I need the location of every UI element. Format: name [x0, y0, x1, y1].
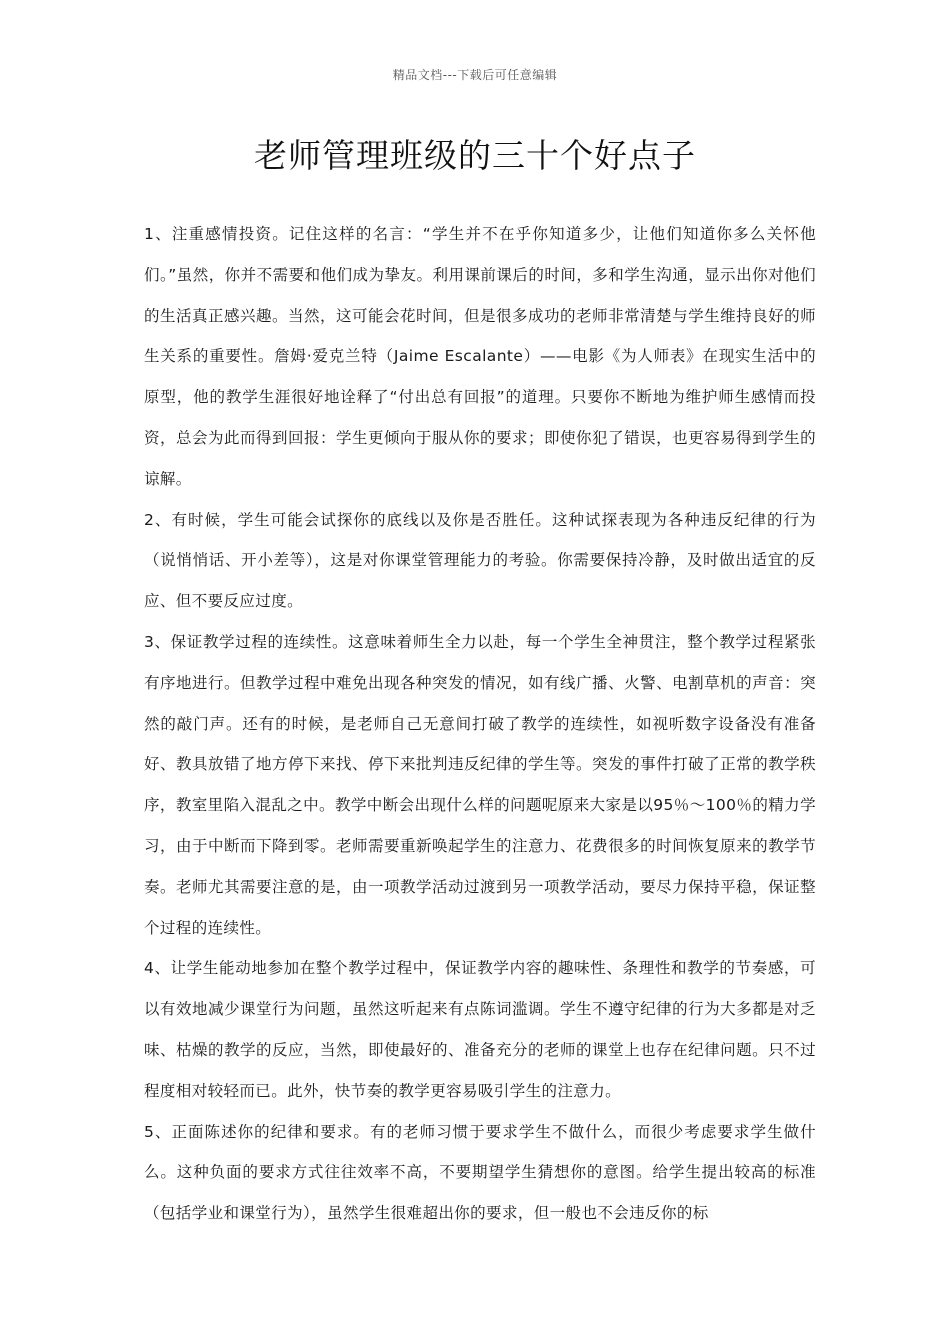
paragraph-3: 3、保证教学过程的连续性。这意味着师生全力以赴，每一个学生全神贯注，整个教学过程紧张有序地进行。但教学过程中难免出现各种突发的情况，如有线广播、火警、电割草机的声音：突然的敲门声。还有的时候，是老师自己无意间打破了教学的连续性，如视听数字设备没有准备好、教具放错了地方停下来找、停下来批判违反纪律的学生等。突发的事件打破了正常的教学秩序，教室里陷入混乱之中。教学中断会出现什么样的问题呢原来大家是以95％～100％的精力学习，由于中断而下降到零。老师需要重新唤起学生的注意力、花费很多的时间恢复原来的教学节奏。老师尤其需要注意的是，由一项教学活动过渡到另一项教学活动，要尽力保持平稳，保证整个过程的连续性。	[144, 632, 816, 937]
paragraph-2: 2、有时候，学生可能会试探你的底线以及你是否胜任。这种试探表现为各种违反纪律的行为（说悄悄话、开小差等），这是对你课堂管理能力的考验。你需要保持冷静，及时做出适宜的反应、但不要反应过度。	[144, 510, 816, 611]
document-title: 老师管理班级的三十个好点子	[254, 136, 696, 175]
paragraph-4: 4、让学生能动地参加在整个教学过程中，保证教学内容的趣味性、条理性和教学的节奏感，可以有效地减少课堂行为问题，虽然这听起来有点陈词滥调。学生不遵守纪律的行为大多都是对乏味、枯燥的教学的反应，当然，即使最好的、准备充分的老师的课堂上也存在纪律问题。只不过程度相对较轻而已。此外，快节奏的教学更容易吸引学生的注意力。	[144, 959, 816, 1100]
paragraph-5: 5、正面陈述你的纪律和要求。有的老师习惯于要求学生不做什么，而很少考虑要求学生做什么。这种负面的要求方式往往效率不高，不要期望学生猜想你的意图。给学生提出较高的标准（包括学业和课堂行为），虽然学生很难超出你的要求，但一般也不会违反你的标	[144, 1122, 816, 1223]
header-watermark: 精品文档---下载后可任意编辑	[392, 68, 558, 82]
paragraph-1: 1、注重感情投资。记住这样的名言：“学生并不在乎你知道多少，让他们知道你多么关怀他们。”虽然，你并不需要和他们成为挚友。利用课前课后的时间，多和学生沟通，显示出你对他们的生活真正感兴趣。当然，这可能会花时间，但是很多成功的老师非常清楚与学生维持良好的师生关系的重要性。詹姆·爱克兰特（Jaime Escalante）——电影《为人师表》在现实生活中的原型，他的教学生涯很好地诠释了“付出总有回报”的道理。只要你不断地为维护师生感情而投资，总会为此而得到回报：学生更倾向于服从你的要求；即使你犯了错误，也更容易得到学生的谅解。	[144, 225, 816, 488]
document-body	[144, 214, 816, 1234]
